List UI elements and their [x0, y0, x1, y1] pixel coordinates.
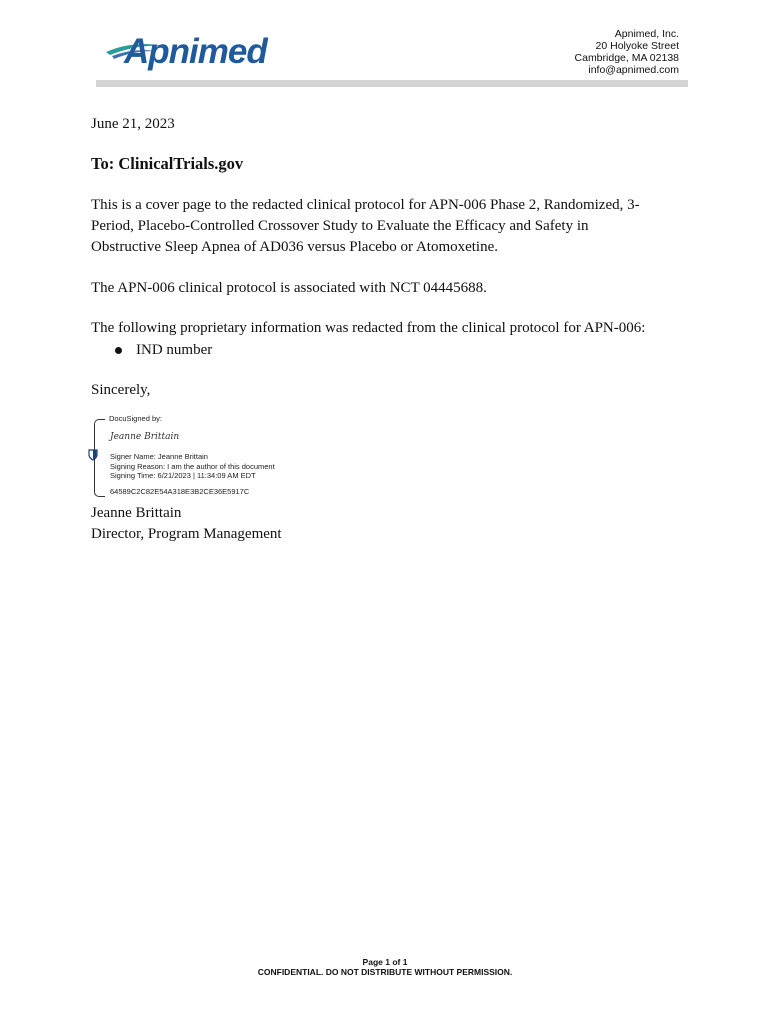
- address-line: 20 Holyoke Street: [595, 40, 679, 52]
- docusign-signature-block: [88, 412, 308, 498]
- signing-time-line: Signing Time: 6/21/2023 | 11:34:09 AM EDT: [110, 471, 256, 480]
- handwritten-signature: Jeanne Brittain: [110, 432, 180, 442]
- logo-text: Apnimed: [124, 32, 267, 71]
- signer-name-line: Signer Name: Jeanne Brittain: [110, 452, 208, 461]
- letter-date: June 21, 2023: [91, 116, 175, 132]
- list-item-label: IND number: [136, 342, 213, 358]
- paragraph-line: Period, Placebo-Controlled Crossover Study to Evaluate the Efficacy and Safety in: [91, 218, 589, 234]
- apnimed-logo: [104, 28, 300, 74]
- page-number: Page 1 of 1: [362, 957, 408, 967]
- paragraph-line: This is a cover page to the redacted clinical protocol for APN-006 Phase 2, Randomized, 3-: [91, 197, 640, 213]
- address-line: Cambridge, MA 02138: [574, 52, 679, 64]
- list-item: [112, 340, 212, 361]
- envelope-id: 64589C2C82E54A318E3B2CE36E5917C: [110, 487, 250, 496]
- paragraph-redacted: The following proprietary information was redacted from the clinical protocol for APN-006:: [91, 320, 646, 336]
- bullet-icon: [115, 347, 122, 354]
- company-address: [575, 28, 679, 76]
- paragraph-nct: The APN-006 clinical protocol is associated with NCT 04445688.: [91, 280, 487, 296]
- address-email: info@apnimed.com: [588, 64, 679, 76]
- shield-icon: [88, 449, 98, 461]
- signing-reason-line: Signing Reason: I am the author of this document: [110, 462, 275, 471]
- signer-name: Jeanne Brittain: [91, 505, 182, 521]
- docusigned-label: DocuSigned by:: [109, 414, 162, 423]
- signer-title: Director, Program Management: [91, 526, 282, 542]
- header-divider: [96, 80, 688, 87]
- letter-recipient: To: ClinicalTrials.gov: [91, 154, 244, 173]
- redacted-items-list: [112, 340, 212, 361]
- paragraph-cover-intro: [91, 195, 691, 258]
- paragraph-line: Obstructive Sleep Apnea of AD036 versus Placebo or Atomoxetine.: [91, 239, 499, 255]
- closing: Sincerely,: [91, 382, 151, 398]
- confidential-notice: CONFIDENTIAL. DO NOT DISTRIBUTE WITHOUT PERMISSION.: [257, 967, 513, 977]
- address-line: Apnimed, Inc.: [614, 28, 679, 40]
